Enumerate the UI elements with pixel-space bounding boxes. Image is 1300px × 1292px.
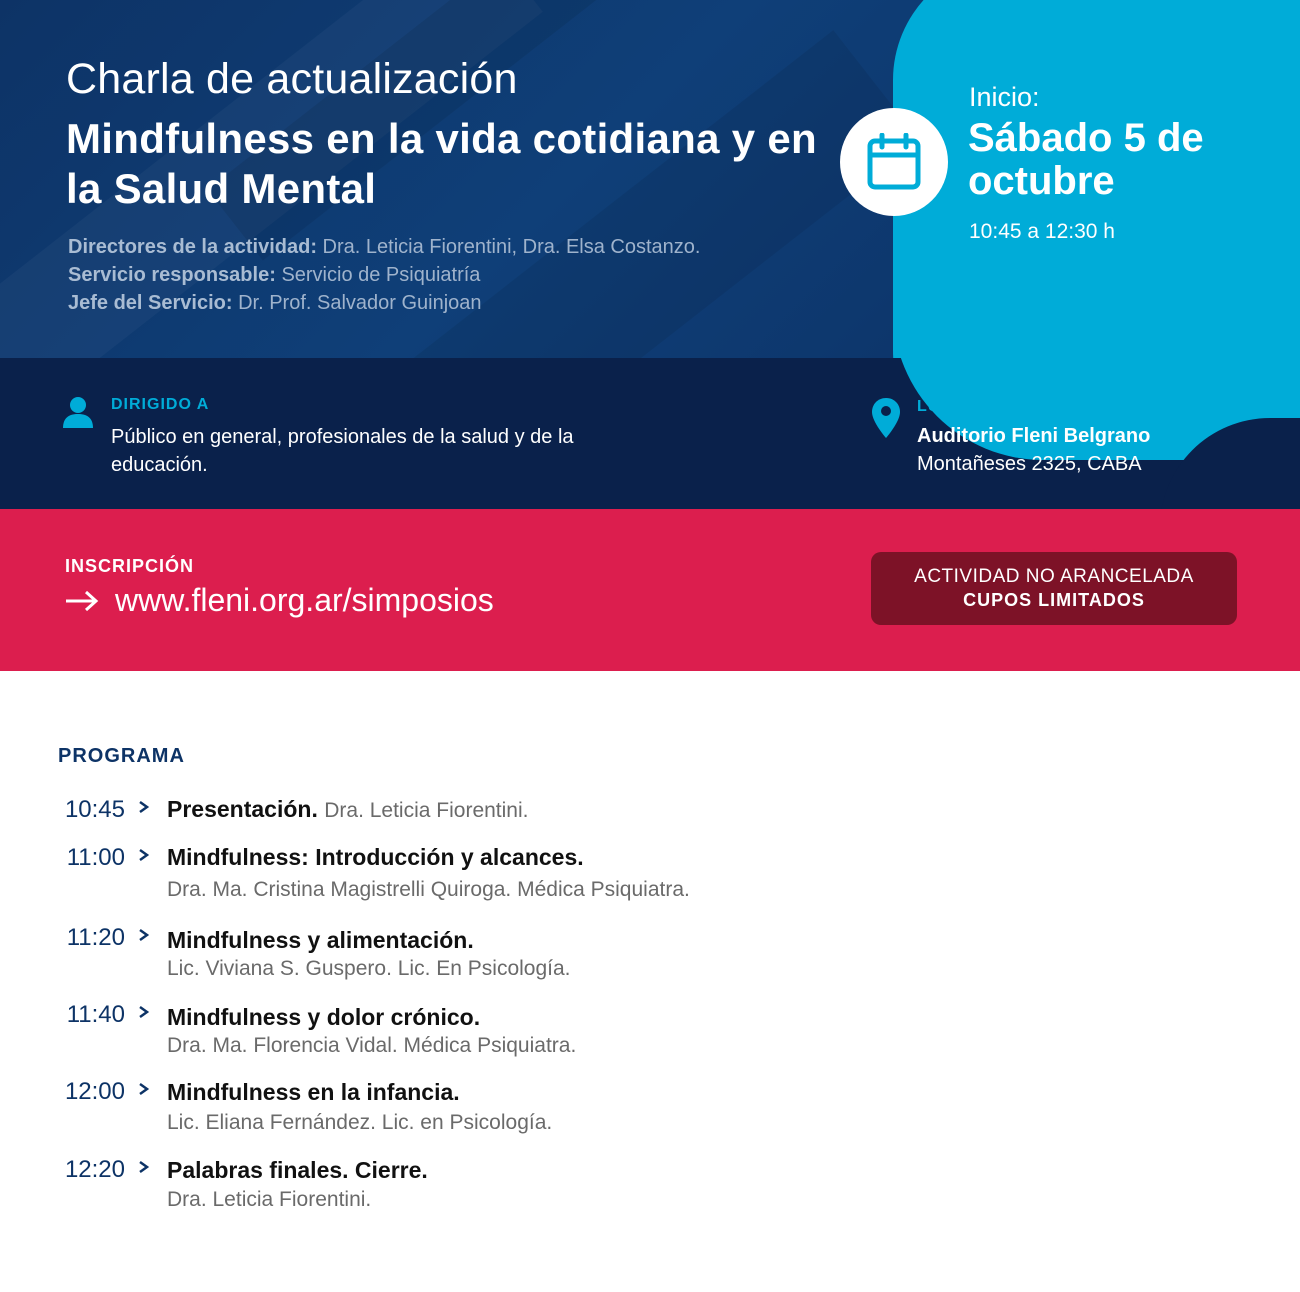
program-item-title: Mindfulness en la infancia. [167, 1079, 460, 1105]
badge-line-1: ACTIVIDAD NO ARANCELADA [914, 566, 1194, 587]
calendar-badge [840, 108, 948, 216]
program-time: 12:20 [64, 1156, 125, 1183]
program-title-text: Presentación. [167, 796, 318, 822]
info-band [0, 358, 1300, 509]
program-title: PROGRAMA [58, 745, 185, 767]
map-pin-icon [872, 398, 900, 438]
program-item-title: Palabras finales. Cierre. [167, 1157, 428, 1183]
place-address: Montañeses 2325, CABA [917, 453, 1142, 475]
program-time: 11:00 [66, 844, 125, 871]
directors-label: Directores de la actividad: [68, 236, 317, 258]
chevron-right-icon [138, 1157, 150, 1177]
event-subtitle: Charla de actualización [66, 55, 518, 103]
program-speaker: Lic. Eliana Fernández. Lic. en Psicología. [167, 1111, 553, 1134]
service-row [68, 261, 700, 289]
audience-text: Público en general, profesionales de la salud y de la educación. [111, 426, 574, 476]
program-time: 12:00 [64, 1078, 125, 1105]
registration-label: INSCRIPCIÓN [65, 556, 195, 576]
program-speaker: Dra. Leticia Fiorentini. [167, 1188, 372, 1211]
chevron-right-icon [138, 1002, 150, 1022]
calendar-icon [866, 133, 922, 191]
program-item-title: Mindfulness y dolor crónico. [167, 1004, 481, 1030]
program-speaker: Dra. Ma. Florencia Vidal. Médica Psiquiatra. [167, 1034, 577, 1057]
chevron-right-icon [138, 925, 150, 945]
header-banner [0, 0, 1300, 358]
program-speaker: Dra. Leticia Fiorentini. [324, 799, 529, 822]
program-item-title: Mindfulness: Introducción y alcances. [167, 844, 584, 870]
place-label: LUGAR [917, 398, 979, 415]
chief-label: Jefe del Servicio: [68, 292, 233, 314]
audience-label: DIRIGIDO A [111, 396, 210, 413]
program-time: 11:20 [66, 924, 125, 951]
program-speaker: Lic. Viviana S. Guspero. Lic. En Psicología. [167, 957, 571, 980]
registration-band [0, 509, 1300, 671]
directors-value: Dra. Leticia Fiorentini, Dra. Elsa Costanzo. [322, 236, 701, 258]
start-hours: 10:45 a 12:30 h [969, 220, 1115, 243]
program-item-title: Mindfulness y alimentación. [167, 927, 474, 953]
service-label: Servicio responsable: [68, 264, 276, 286]
chief-row [68, 289, 700, 317]
registration-url[interactable]: www.fleni.org.ar/simposios [115, 582, 494, 618]
person-icon [62, 396, 94, 428]
service-value: Servicio de Psiquiatría [281, 264, 481, 286]
badge-line-2: CUPOS LIMITADOS [963, 590, 1145, 610]
event-meta [68, 233, 700, 317]
start-date: Sábado 5 de octubre [968, 116, 1204, 203]
chief-value: Dr. Prof. Salvador Guinjoan [238, 292, 482, 314]
program-speaker: Dra. Ma. Cristina Magistrelli Quiroga. Médica Psiquiatra. [167, 878, 690, 901]
free-activity-badge [871, 552, 1237, 625]
start-label: Inicio: [969, 82, 1040, 112]
arrow-right-icon [65, 590, 99, 612]
event-title: Mindfulness en la vida cotidiana y en la Salud Mental [66, 115, 817, 212]
registration-link[interactable] [65, 582, 494, 619]
program-item-title [167, 796, 528, 823]
place-name: Auditorio Fleni Belgrano [917, 425, 1151, 447]
chevron-right-icon [138, 797, 150, 817]
chevron-right-icon [138, 1079, 150, 1099]
directors-row [68, 233, 700, 261]
program-time: 11:40 [66, 1001, 125, 1028]
chevron-right-icon [138, 845, 150, 865]
program-time: 10:45 [64, 796, 125, 823]
